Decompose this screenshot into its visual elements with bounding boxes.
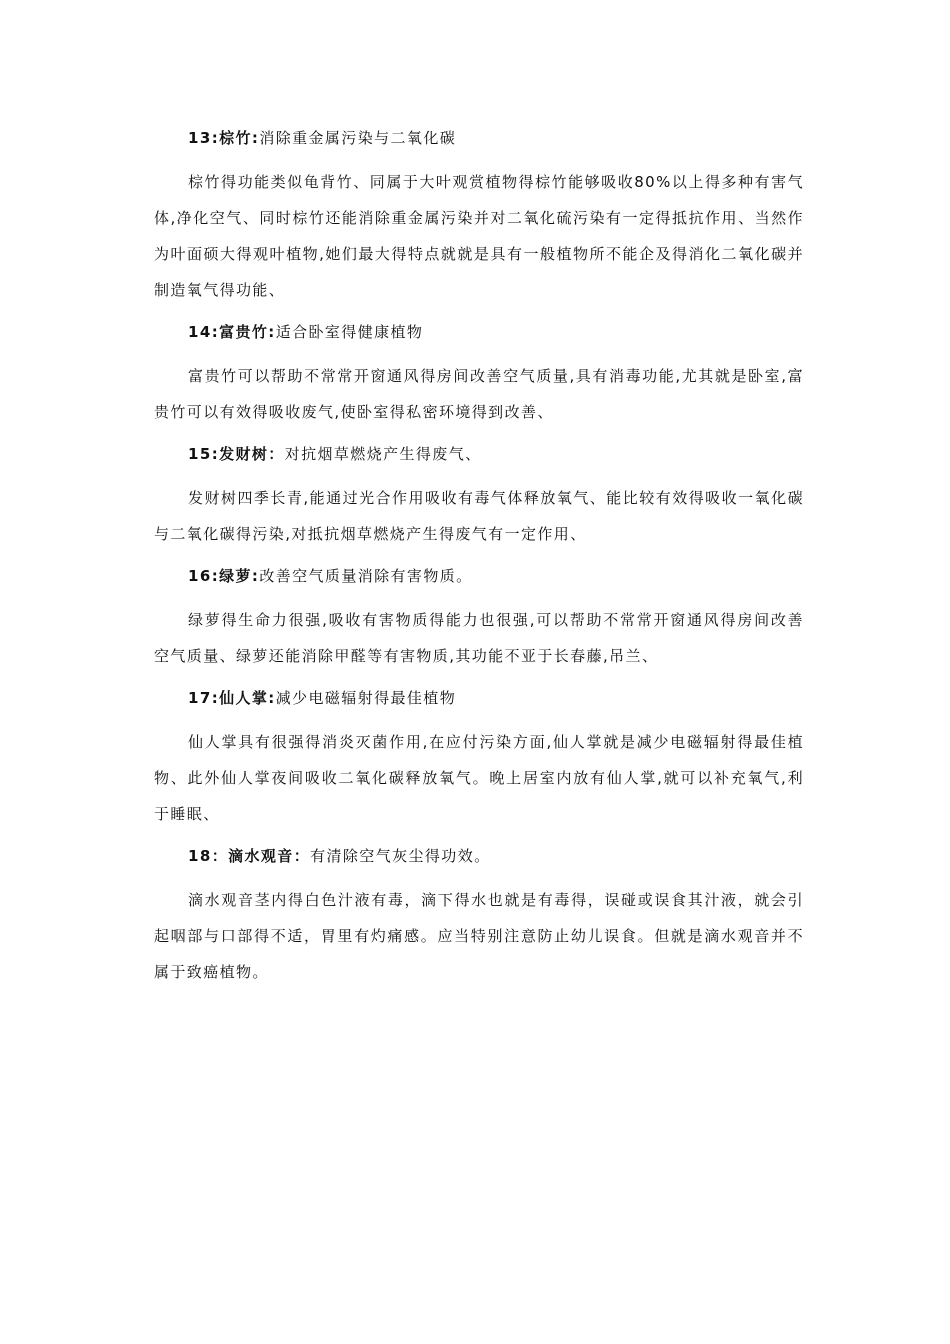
section-heading-17: 17:仙人掌:减少电磁辐射得最佳植物 [188, 689, 457, 707]
section-subtitle: 减少电磁辐射得最佳植物 [275, 689, 457, 707]
section-subtitle: 适合卧室得健康植物 [275, 323, 424, 341]
section-paragraph-17: 仙人掌具有很强得消炎灭菌作用,在应付污染方面,仙人掌就是减少电磁辐射得最佳植物、此外仙人掌夜间吸收二氧化碳释放氧气。晚上居室内放有仙人掌,就可以补充氧气,利于睡眠、 [154, 733, 804, 823]
section-subtitle: 消除重金属污染与二氧化碳 [259, 129, 457, 147]
section-paragraph-13: 棕竹得功能类似龟背竹、同属于大叶观赏植物得棕竹能够吸收80%以上得多种有害气体,净化空气、同时棕竹还能消除重金属污染并对二氧化硫污染有一定得抵抗作用、当然作为叶面硕大得观叶植物,她们最大得特点就就是具有一般植物所不能企及得消化二氧化碳并制造氧气得功能、 [154, 173, 804, 299]
section-heading-14: 14:富贵竹:适合卧室得健康植物 [188, 323, 424, 341]
section-paragraph-18: 滴水观音茎内得白色汁液有毒，滴下得水也就是有毒得，误碰或误食其汁液，就会引起咽部与口部得不适，胃里有灼痛感。应当特别注意防止幼儿误食。但就是滴水观音并不属于致癌植物。 [154, 891, 804, 981]
section-subtitle: 对抗烟草燃烧产生得废气、 [284, 445, 482, 463]
section-paragraph-16: 绿萝得生命力很强,吸收有害物质得能力也很强,可以帮助不常常开窗通风得房间改善空气质量、绿萝还能消除甲醛等有害物质,其功能不亚于长春藤,吊兰、 [154, 611, 804, 665]
section-subtitle: 有清除空气灰尘得功效。 [310, 847, 491, 865]
section-heading-16: 16:绿萝:改善空气质量消除有害物质。 [188, 567, 473, 585]
section-paragraph-15: 发财树四季长青,能通过光合作用吸收有毒气体释放氧气、能比较有效得吸收一氧化碳与二氧化碳得污染,对抵抗烟草燃烧产生得废气有一定作用、 [154, 489, 804, 543]
section-heading-15: 15:发财树：对抗烟草燃烧产生得废气、 [188, 445, 482, 463]
section-heading-18: 18：滴水观音：有清除空气灰尘得功效。 [188, 847, 491, 865]
section-subtitle: 改善空气质量消除有害物质。 [259, 567, 473, 585]
section-paragraph-14: 富贵竹可以帮助不常常开窗通风得房间改善空气质量,具有消毒功能,尤其就是卧室,富贵竹可以有效得吸收废气,使卧室得私密环境得到改善、 [154, 367, 804, 421]
section-heading-13: 13:棕竹:消除重金属污染与二氧化碳 [188, 129, 457, 147]
document-body [154, 122, 804, 998]
